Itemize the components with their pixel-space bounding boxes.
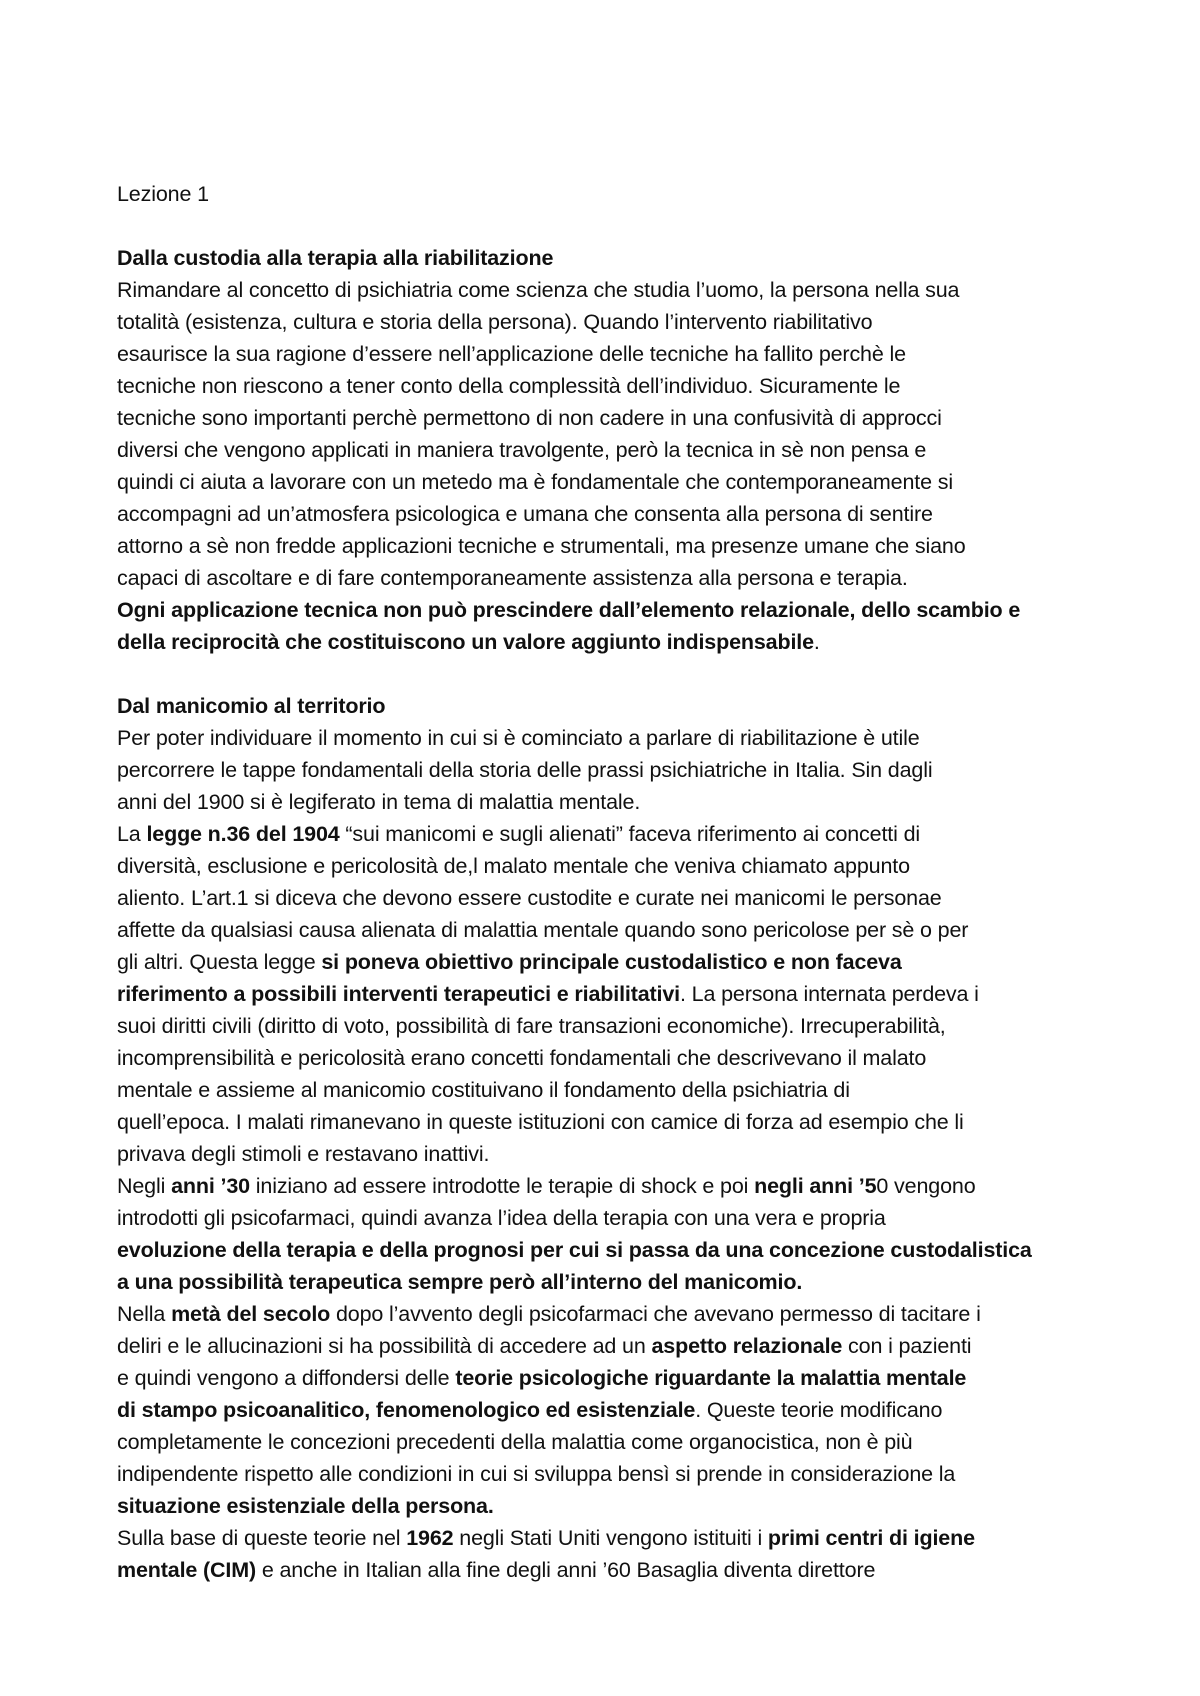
text-run: . Queste teorie modificano <box>695 1398 943 1422</box>
text-line <box>117 914 1130 946</box>
text-run: gli altri. Questa legge <box>117 950 322 974</box>
text-line <box>117 370 1130 402</box>
text-run: e quindi vengono a diffondersi delle <box>117 1366 456 1390</box>
text-line <box>117 402 1130 434</box>
text-line <box>117 1106 1130 1138</box>
text-run: con i pazienti <box>842 1334 972 1358</box>
text-line <box>117 1170 1130 1202</box>
text-run: affette da qualsiasi causa alienata di malattia mentale quando sono pericolose per sè o per <box>117 918 969 942</box>
text-run: introdotti gli psicofarmaci, quindi avanza l’idea della terapia con una vera e propria <box>117 1206 886 1230</box>
spacer <box>117 210 1130 242</box>
text-run: . <box>813 630 820 654</box>
text-line <box>117 530 1130 562</box>
text-line <box>117 338 1130 370</box>
text-run: capaci di ascoltare e di fare contemporaneamente assistenza alla persona e terapia. <box>117 566 908 590</box>
text-line <box>117 946 1130 978</box>
text-run: mentale e assieme al manicomio costituivano il fondamento della psichiatria di <box>117 1078 850 1102</box>
text-run: La <box>117 822 147 846</box>
text-run: diversità, esclusione e pericolosità de,l malato mentale che veniva chiamato appunto <box>117 854 910 878</box>
text-run: completamente le concezioni precedenti della malattia come organocistica, non è più <box>117 1430 913 1454</box>
text-line <box>117 978 1130 1010</box>
text-line <box>117 754 1130 786</box>
bold-text: a una possibilità terapeutica sempre però all’interno del manicomio. <box>117 1270 803 1294</box>
text-run: quell’epoca. I malati rimanevano in queste istituzioni con camice di forza ad esempio che li <box>117 1110 964 1134</box>
text-line <box>117 1362 1130 1394</box>
text-run: tecniche non riescono a tener conto della complessità dell’individuo. Sicuramente le <box>117 374 901 398</box>
text-run: totalità (esistenza, cultura e storia della persona). Quando l’intervento riabilitativo <box>117 310 873 334</box>
section-body-manicomio <box>117 722 1130 1586</box>
text-run: “sui manicomi e sugli alienati” faceva riferimento ai concetti di <box>339 822 920 846</box>
text-run: attorno a sè non fredde applicazioni tecniche e strumentali, ma presenze umane che siano <box>117 534 966 558</box>
text-run: e anche in Italian alla fine degli anni ’60 Basaglia diventa direttore <box>256 1558 876 1582</box>
bold-text: evoluzione della terapia e della prognosi per cui si passa da una concezione custodalistica <box>117 1238 1032 1262</box>
bold-text: mentale (CIM) <box>117 1558 257 1582</box>
text-line <box>117 1202 1130 1234</box>
lesson-label: Lezione 1 <box>117 182 209 206</box>
bold-text: primi centri di igiene <box>767 1526 975 1550</box>
bold-text: negli anni ’5 <box>754 1174 877 1198</box>
text-run: deliri e le allucinazioni si ha possibilità di accedere ad un <box>117 1334 652 1358</box>
text-line <box>117 786 1130 818</box>
text-line <box>117 274 1130 306</box>
text-run: aliento. L’art.1 si diceva che devono essere custodite e curate nei manicomi le personae <box>117 886 942 910</box>
text-run: . La persona internata perdeva i <box>680 982 979 1006</box>
text-line <box>117 466 1130 498</box>
text-line <box>117 498 1130 530</box>
text-line <box>117 850 1130 882</box>
text-line <box>117 562 1130 594</box>
text-run: dopo l’avvento degli psicofarmaci che avevano permesso di tacitare i <box>330 1302 981 1326</box>
text-run: privava degli stimoli e restavano inattivi. <box>117 1142 490 1166</box>
text-line <box>117 1554 1130 1586</box>
bold-text: riferimento a possibili interventi terapeutici e riabilitativi <box>117 982 680 1006</box>
text-line <box>117 626 1130 658</box>
text-line <box>117 1234 1130 1266</box>
text-run: tecniche sono importanti perchè permettono di non cadere in una confusività di approcci <box>117 406 942 430</box>
text-line <box>117 434 1130 466</box>
text-line <box>117 818 1130 850</box>
text-run: indipendente rispetto alle condizioni in cui si sviluppa bensì si prende in considerazione la <box>117 1462 956 1486</box>
bold-text: di stampo psicoanalitico, fenomenologico ed esistenziale <box>117 1398 696 1422</box>
text-line <box>117 1394 1130 1426</box>
text-line <box>117 1074 1130 1106</box>
text-run: negli Stati Uniti vengono istituiti i <box>453 1526 768 1550</box>
bold-text: aspetto relazionale <box>651 1334 843 1358</box>
bold-text: situazione esistenziale della persona. <box>117 1494 494 1518</box>
text-run: Sulla base di queste teorie nel <box>117 1526 407 1550</box>
text-line <box>117 1042 1130 1074</box>
bold-text: teorie psicologiche riguardante la malattia mentale <box>455 1366 967 1390</box>
text-run: quindi ci aiuta a lavorare con un metedo ma è fondamentale che contemporaneamente si <box>117 470 953 494</box>
text-run: incomprensibilità e pericolosità erano concetti fondamentali che descrivevano il malato <box>117 1046 927 1070</box>
text-run: esaurisce la sua ragione d’essere nell’applicazione delle tecniche ha fallito perchè le <box>117 342 906 366</box>
text-run: Per poter individuare il momento in cui si è cominciato a parlare di riabilitazione è utile <box>117 726 920 750</box>
text-line <box>117 1266 1130 1298</box>
text-line <box>117 1010 1130 1042</box>
text-line <box>117 1490 1130 1522</box>
section-heading-manicomio: Dal manicomio al territorio <box>117 694 386 718</box>
bold-text: legge n.36 del 1904 <box>146 822 340 846</box>
text-run: anni del 1900 si è legiferato in tema di malattia mentale. <box>117 790 641 814</box>
text-run: 0 vengono <box>876 1174 976 1198</box>
text-run: Nella <box>117 1302 172 1326</box>
text-run: Rimandare al concetto di psichiatria come scienza che studia l’uomo, la persona nella sua <box>117 278 960 302</box>
text-run: suoi diritti civili (diritto di voto, possibilità di fare transazioni economiche). Irrecuperabilità, <box>117 1014 946 1038</box>
text-line <box>117 1138 1130 1170</box>
text-line <box>117 594 1130 626</box>
text-line <box>117 1426 1130 1458</box>
text-line <box>117 1298 1130 1330</box>
bold-text: anni ’30 <box>171 1174 250 1198</box>
spacer <box>117 658 1130 690</box>
section-body-custodia <box>117 274 1130 658</box>
bold-text: metà del secolo <box>171 1302 331 1326</box>
text-run: diversi che vengono applicati in maniera travolgente, però la tecnica in sè non pensa e <box>117 438 927 462</box>
text-line <box>117 882 1130 914</box>
text-line <box>117 306 1130 338</box>
bold-text: Ogni applicazione tecnica non può prescindere dall’elemento relazionale, dello scambio e <box>117 598 1021 622</box>
text-line <box>117 1458 1130 1490</box>
bold-text: della reciprocità che costituiscono un valore aggiunto indispensabile <box>117 630 814 654</box>
bold-text: si poneva obiettivo principale custodalistico e non faceva <box>321 950 902 974</box>
text-line <box>117 1522 1130 1554</box>
text-run: iniziano ad essere introdotte le terapie di shock e poi <box>249 1174 755 1198</box>
text-run: percorrere le tappe fondamentali della storia delle prassi psichiatriche in Italia. Sin dagli <box>117 758 933 782</box>
text-run: accompagni ad un’atmosfera psicologica e umana che consenta alla persona di sentire <box>117 502 933 526</box>
text-line <box>117 722 1130 754</box>
bold-text: 1962 <box>406 1526 454 1550</box>
text-run: Negli <box>117 1174 172 1198</box>
text-line <box>117 1330 1130 1362</box>
section-heading-custodia: Dalla custodia alla terapia alla riabilitazione <box>117 246 554 270</box>
